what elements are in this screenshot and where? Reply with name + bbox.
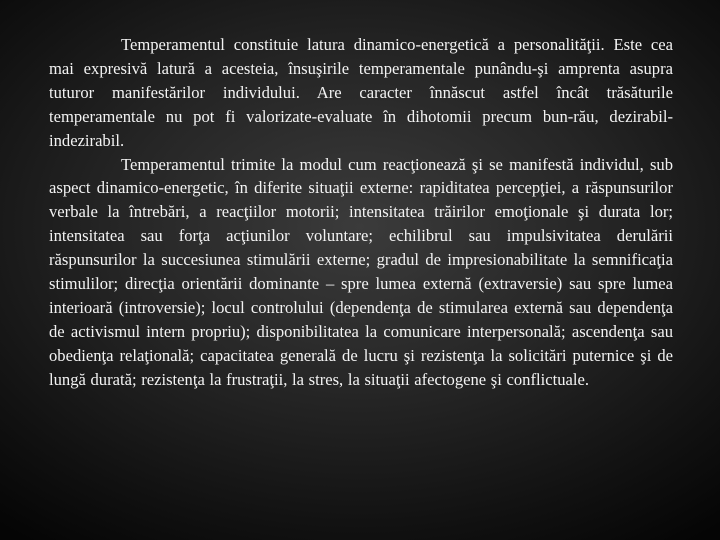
- paragraph-temperament-definition: Temperamentul constituie latura dinamico-energetică a personalităţii. Este cea mai expresivă latură a acesteia, însuşirile temperamentale punându-şi amprenta asupra tuturor manifestărilor individului. Are caracter înnăscut astfel încât trăsăturile temperamentale nu pot fi valorizate-evaluate în dihotomii precum bun-rău, dezirabil-indezirabil.: [49, 35, 673, 150]
- slide-body-text: [49, 33, 673, 392]
- paragraph-temperament-manifestations: Temperamentul trimite la modul cum reacţionează şi se manifestă individul, sub aspect dinamico-energetic, în diferite situaţii externe: rapiditatea percepţiei, a răspunsurilor verbale la întrebări, a reacţiilor motorii; intensitatea trăirilor emoţionale şi durata lor; intensitatea sau forţa acţiunilor voluntare; echilibrul sau impulsivitatea derulării răspunsurilor la succesiunea stimulării externe; gradul de impresionabilitate la semnificaţia stimulilor; direcţia orientării dominante – spre lumea externă (extraversie) sau spre lumea interioară (introversie); locul controlului (dependenţa de stimularea externă sau dependenţa de activismul intern propriu); disponibilitatea la comunicare interpersonală; ascendenţa sau obedienţa relaţională; capacitatea generală de lucru şi rezistenţa la solicitări puternice şi de lungă durată; rezistenţa la frustraţii, la stres, la situaţii afectogene şi conflictuale.: [49, 154, 673, 389]
